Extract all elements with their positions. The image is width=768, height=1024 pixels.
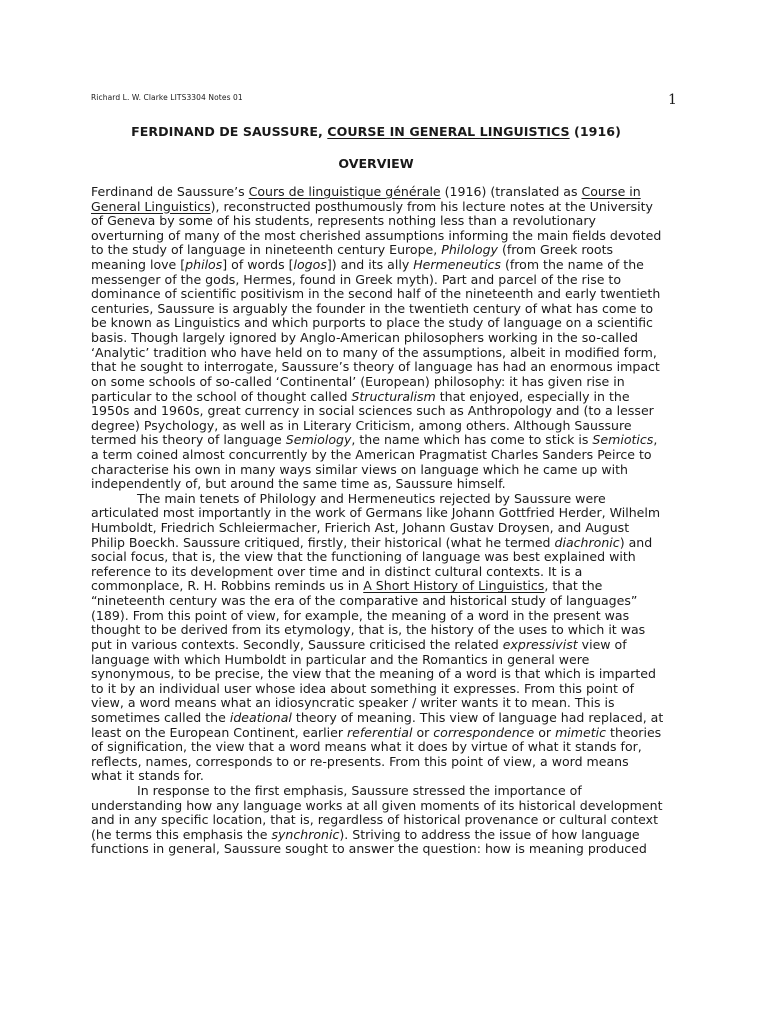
text-line: characterise his own in many ways similar views on language which he came up with: [91, 461, 628, 477]
text-line: sometimes called the ideational theory of meaning. This view of language had replaced, at: [91, 709, 664, 725]
text-line: In response to the first emphasis, Saussure stressed the importance of: [137, 782, 582, 798]
text-line: articulated most importantly in the work of Germans like Johann Gottfried Herder, Wilhelm: [91, 505, 661, 521]
text-line: The main tenets of Philology and Hermeneutics rejected by Saussure were: [137, 490, 606, 506]
document-title: [91, 124, 661, 139]
text-line: independently of, but around the same time as, Saussure himself.: [91, 476, 506, 492]
text-line: view, a word means what an idiosyncratic speaker / writer wants it to mean. This is: [91, 695, 615, 711]
text-line: reflects, names, corresponds to or re-presents. From this point of view, a word means: [91, 753, 629, 769]
section-heading: OVERVIEW: [338, 156, 414, 171]
text-line: particular to the school of thought called Structuralism that enjoyed, especially in the: [91, 388, 630, 404]
title-suffix: (1916): [569, 124, 621, 139]
text-line: degree) Psychology, as well as in Literary Criticism, among others. Although Saussure: [91, 417, 632, 433]
text-line: and in any specific location, that is, regardless of historical provenance or cultural context: [91, 812, 658, 828]
text-line: Ferdinand de Saussure’s Cours de linguistique générale (1916) (translated as Course in: [91, 184, 641, 199]
text-line: overturning of many of the most cherished assumptions informing the main fields devoted: [91, 227, 662, 243]
text-line: messenger of the gods, Hermes, found in Greek myth). Part and parcel of the rise to: [91, 271, 622, 287]
text-line: “nineteenth century was the era of the comparative and historical study of languages”: [91, 593, 638, 609]
text-line: thought to be derived from its etymology, that is, the history of the uses to which it was: [91, 622, 646, 638]
text-line: meaning love [philos] of words [logos]) and its ally Hermeneutics (from the name of the: [91, 257, 644, 273]
body-text: [91, 185, 677, 857]
text-line: General Linguistics), reconstructed posthumously from his lecture notes at the University: [91, 198, 653, 214]
text-line: on some schools of so-called ‘Continental’ (European) philosophy: it has given rise in: [91, 373, 625, 389]
title-prefix: FERDINAND DE SAUSSURE,: [131, 124, 328, 139]
text-line: Philip Boeckh. Saussure critiqued, firstly, their historical (what he termed diachronic) and: [91, 534, 653, 550]
text-line: reference to its development over time and in distinct cultural contexts. It is a: [91, 563, 583, 579]
text-line: of signification, the view that a word means what it does by virtue of what it stands for,: [91, 739, 642, 755]
text-line: language with which Humboldt in particular and the Romantics in general were: [91, 651, 590, 667]
text-line: be known as Linguistics and which purports to place the study of language on a scientific: [91, 315, 653, 331]
page-number: 1: [668, 92, 677, 108]
text-line: of Geneva by some of his students, represents nothing less than a revolutionary: [91, 213, 596, 229]
text-line: (189). From this point of view, for example, the meaning of a word in the present was: [91, 607, 630, 623]
text-line: termed his theory of language Semiology, the name which has come to stick is Semiotics,: [91, 432, 658, 448]
text-line: understanding how any language works at all given moments of its historical development: [91, 797, 663, 813]
text-line: what it stands for.: [91, 768, 204, 784]
text-line: social focus, that is, the view that the functioning of language was best explained with: [91, 549, 636, 565]
running-header: Richard L. W. Clarke LITS3304 Notes 01: [91, 93, 243, 102]
text-line: dominance of scientific positivism in the second half of the nineteenth and early twentieth: [91, 286, 661, 302]
text-line: functions in general, Saussure sought to answer the question: how is meaning produced: [91, 841, 647, 857]
text-line: Humboldt, Friedrich Schleiermacher, Frierich Ast, Johann Gustav Droysen, and August: [91, 520, 630, 536]
text-line: synonymous, to be precise, the view that the meaning of a word is that which is imparted: [91, 666, 656, 682]
text-line: basis. Though largely ignored by Anglo-American philosophers working in the so-called: [91, 330, 638, 346]
text-line: a term coined almost concurrently by the American Pragmatist Charles Sanders Peirce to: [91, 446, 652, 462]
text-line: least on the European Continent, earlier referential or correspondence or mimetic theories: [91, 724, 662, 740]
text-line: put in various contexts. Secondly, Saussure criticised the related expressivist view of: [91, 636, 627, 652]
text-line: commonplace, R. H. Robbins reminds us in A Short History of Linguistics, that the: [91, 578, 603, 594]
text-line: that he sought to interrogate, Saussure’s theory of language has had an enormous impact: [91, 359, 660, 375]
text-line: 1950s and 1960s, great currency in social sciences such as Anthropology and (to a lesser: [91, 403, 654, 419]
title-work: COURSE IN GENERAL LINGUISTICS: [327, 124, 570, 139]
text-line: ‘Analytic’ tradition who have held on to many of the assumptions, albeit in modified form,: [91, 344, 657, 360]
text-line: (he terms this emphasis the synchronic). Striving to address the issue of how language: [91, 826, 640, 842]
text-line: centuries, Saussure is arguably the founder in the twentieth century of what has come to: [91, 300, 654, 316]
text-line: to it by an individual user whose idea about something it expresses. From this point of: [91, 680, 635, 696]
text-line: to the study of language in nineteenth century Europe, Philology (from Greek roots: [91, 242, 614, 258]
